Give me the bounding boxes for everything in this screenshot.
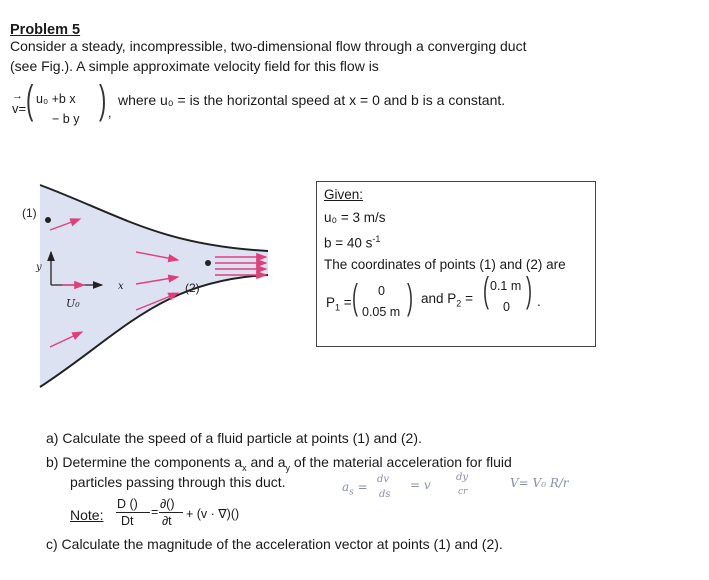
- x-axis-label: x: [118, 281, 124, 292]
- p2-period: .: [537, 294, 541, 309]
- p2-left-paren: (: [483, 269, 489, 310]
- fraction-bar-left: [116, 512, 150, 513]
- question-c: c) Calculate the magnitude of the acceleration vector at points (1) and (2).: [46, 536, 503, 552]
- note-numerator-left: D (): [117, 497, 138, 511]
- point-1-marker: [45, 217, 51, 223]
- note-numerator-right: ∂(): [160, 497, 175, 511]
- velocity-comma: ,: [108, 106, 112, 120]
- p2-top: 0.1 m: [490, 279, 522, 293]
- handwritten-v-formula: V= V₀ R/r: [510, 476, 569, 490]
- p1-top: 0: [378, 284, 385, 298]
- problem-title: Problem 5: [10, 22, 81, 38]
- question-b-line-1: b) Determine the components $a_x$ and $a_y$ of the material acceleration for fluid: [46, 454, 512, 473]
- given-heading: Given:: [324, 187, 364, 202]
- handwritten-a-s: $a_s$ =: [342, 480, 368, 498]
- note-denominator-right: ∂t: [162, 514, 172, 528]
- handwritten-dy: dy: [456, 472, 469, 483]
- handwritten-cr: cr: [458, 487, 468, 497]
- u0-label: U₀: [66, 297, 80, 310]
- velocity-top-component: u₀ +b x: [36, 92, 76, 106]
- velocity-vector-symbol: v=: [12, 101, 27, 116]
- left-paren: (: [25, 78, 34, 122]
- note-tail: + (v · ∇)(): [186, 507, 240, 521]
- point-2-marker: [205, 260, 211, 266]
- question-b-line-2: particles passing through this duct.: [70, 474, 286, 490]
- note-denominator-left: Dt: [121, 514, 134, 528]
- p1-left-paren: (: [352, 276, 358, 317]
- handwritten-dv: dv: [377, 474, 390, 485]
- p1-right-paren: ): [407, 276, 413, 317]
- velocity-bottom-component: − b y: [52, 112, 80, 126]
- intro-line-1: Consider a steady, incompressible, two-dimensional flow through a converging duct: [10, 38, 527, 54]
- handwritten-ds: ds: [379, 489, 391, 500]
- note-equals: =: [151, 505, 159, 519]
- y-axis-label: y: [36, 262, 42, 273]
- given-coordinates-text: The coordinates of points (1) and (2) are: [324, 257, 566, 272]
- intro-line-2: (see Fig.). A simple approximate velocity field for this flow is: [10, 58, 379, 74]
- handwritten-equals-v: = v: [410, 478, 431, 492]
- duct-interior: [40, 185, 268, 387]
- note-label: Note:: [70, 507, 104, 523]
- point-2-label: (2): [185, 281, 200, 295]
- p1-label: $P_1$ =: [326, 295, 352, 313]
- given-u0: u₀ = 3 m/s: [324, 210, 386, 225]
- vector-arrow-symbol: →: [12, 90, 23, 102]
- p1-bottom: 0.05 m: [362, 305, 401, 319]
- duct-figure: [10, 175, 300, 400]
- p2-bottom: 0: [503, 300, 510, 314]
- point-1-label: (1): [22, 206, 37, 220]
- velocity-description: where u₀ = is the horizontal speed at x = 0 and b is a constant.: [118, 92, 506, 108]
- fraction-bar-right: [159, 512, 183, 513]
- p2-right-paren: ): [526, 269, 532, 310]
- p2-label: and $P_2$ =: [421, 291, 473, 309]
- problem-intro: [10, 36, 610, 76]
- question-a: a) Calculate the speed of a fluid particle at points (1) and (2).: [46, 430, 422, 446]
- right-paren: ): [98, 78, 107, 122]
- given-b: b = 40 $s^{-1}$: [324, 234, 381, 251]
